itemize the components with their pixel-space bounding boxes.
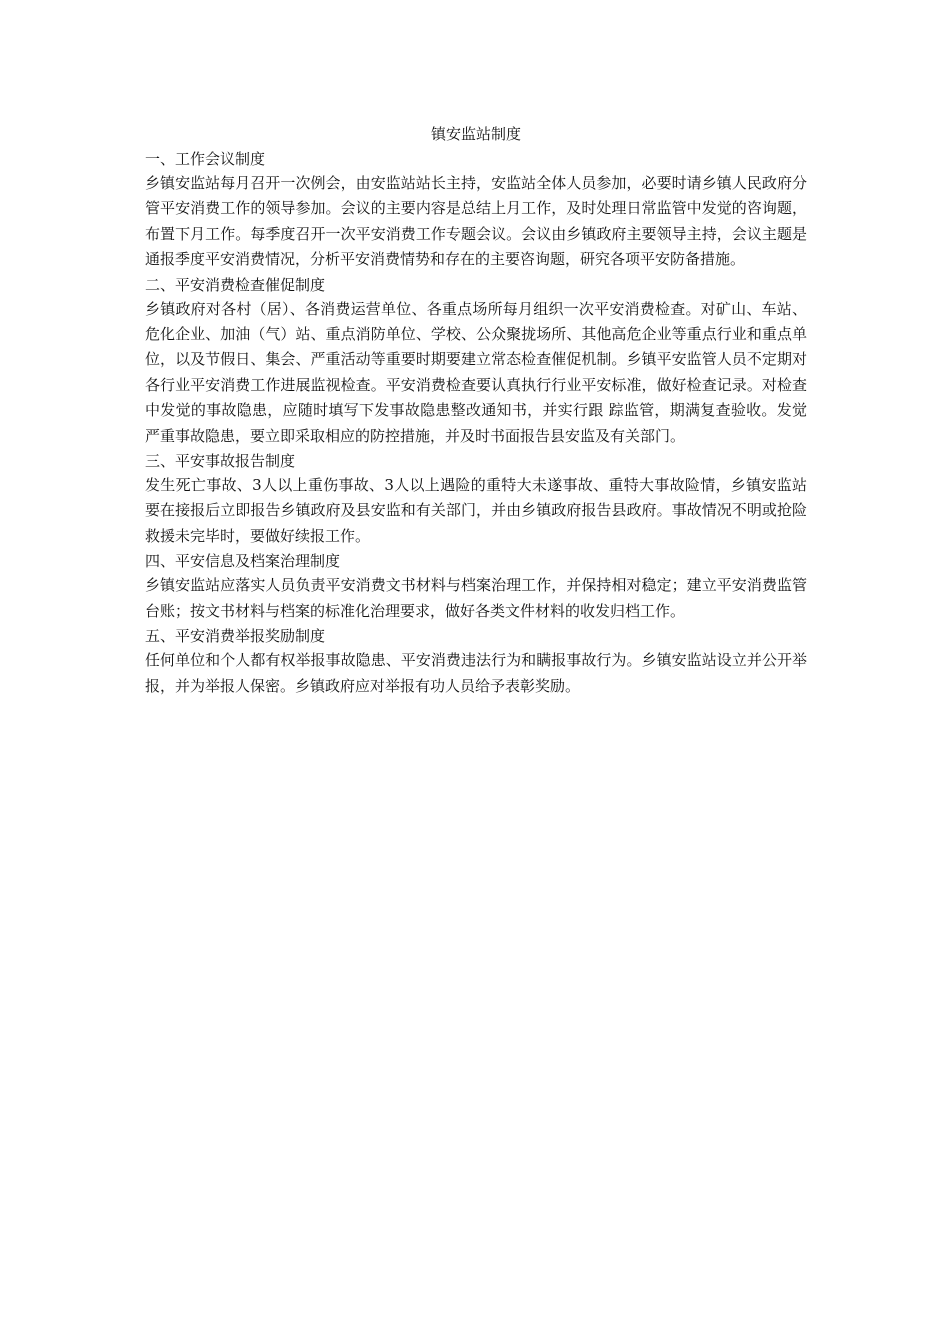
section-body: 任何单位和个人都有权举报事故隐患、平安消费违法行为和瞒报事故行为。乡镇安监站设立并公开举报，并为举报人保密。乡镇政府应对举报有功人员给予表彰奖励。	[145, 651, 807, 695]
section-work-meetings	[145, 147, 807, 273]
section-archive-management	[145, 549, 807, 624]
section-safety-inspection	[145, 273, 807, 449]
section-accident-reporting	[145, 449, 807, 549]
section-heading: 三、平安事故报告制度	[145, 452, 296, 471]
section-body: 发生死亡事故、3人以上重伤事故、3人以上遇险的重特大未遂事故、重特大事故险情，乡镇安监站要在接报后立即报告乡镇政府及县安监和有关部门，并由乡镇政府报告县政府。事故情况不明或抢险救援未完毕时，要做好续报工作。	[145, 476, 807, 545]
section-heading: 五、平安消费举报奖励制度	[145, 627, 326, 646]
section-heading: 二、平安消费检查催促制度	[145, 275, 326, 294]
section-body: 乡镇安监站应落实人员负责平安消费文书材料与档案治理工作，并保持相对稳定；建立平安消费监管台账；按文书材料与档案的标准化治理要求，做好各类文件材料的收发归档工作。	[145, 576, 807, 620]
section-body: 乡镇政府对各村（居）、各消费运营单位、各重点场所每月组织一次平安消费检查。对矿山、车站、危化企业、加油（气）站、重点消防单位、学校、公众聚拢场所、其他高危企业等重点行业和重点单位，以及节假日、集会、严重活动等重要时期要建立常态检查催促机制。乡镇平安监管人员不定期对各行业平安消费工作进展监视检查。平安消费检查要认真执行行业平安标准，做好检查记录。对检查中发觉的事故隐患，应随时填写下发事故隐患整改通知书，并实行跟 踪监管，期满复查验收。发觉严重事故隐患，要立即采取相应的防控措施，并及时书面报告县安监及有关部门。	[145, 299, 807, 445]
section-body: 乡镇安监站每月召开一次例会，由安监站站长主持，安监站全体人员参加，必要时请乡镇人民政府分管平安消费工作的领导参加。会议的主要内容是总结上月工作，及时处理日常监管中发觉的咨询题，布置下月工作。每季度召开一次平安消费工作专题会议。会议由乡镇政府主要领导主持，会议主题是通报季度平安消费情况，分析平安消费情势和存在的主要咨询题，研究各项平安防备措施。	[145, 174, 807, 269]
document-title: 镇安监站制度	[430, 125, 521, 143]
document-page	[145, 123, 807, 699]
section-heading: 一、工作会议制度	[145, 150, 266, 168]
section-reporting-rewards	[145, 624, 807, 699]
section-heading: 四、平安信息及档案治理制度	[145, 552, 341, 571]
